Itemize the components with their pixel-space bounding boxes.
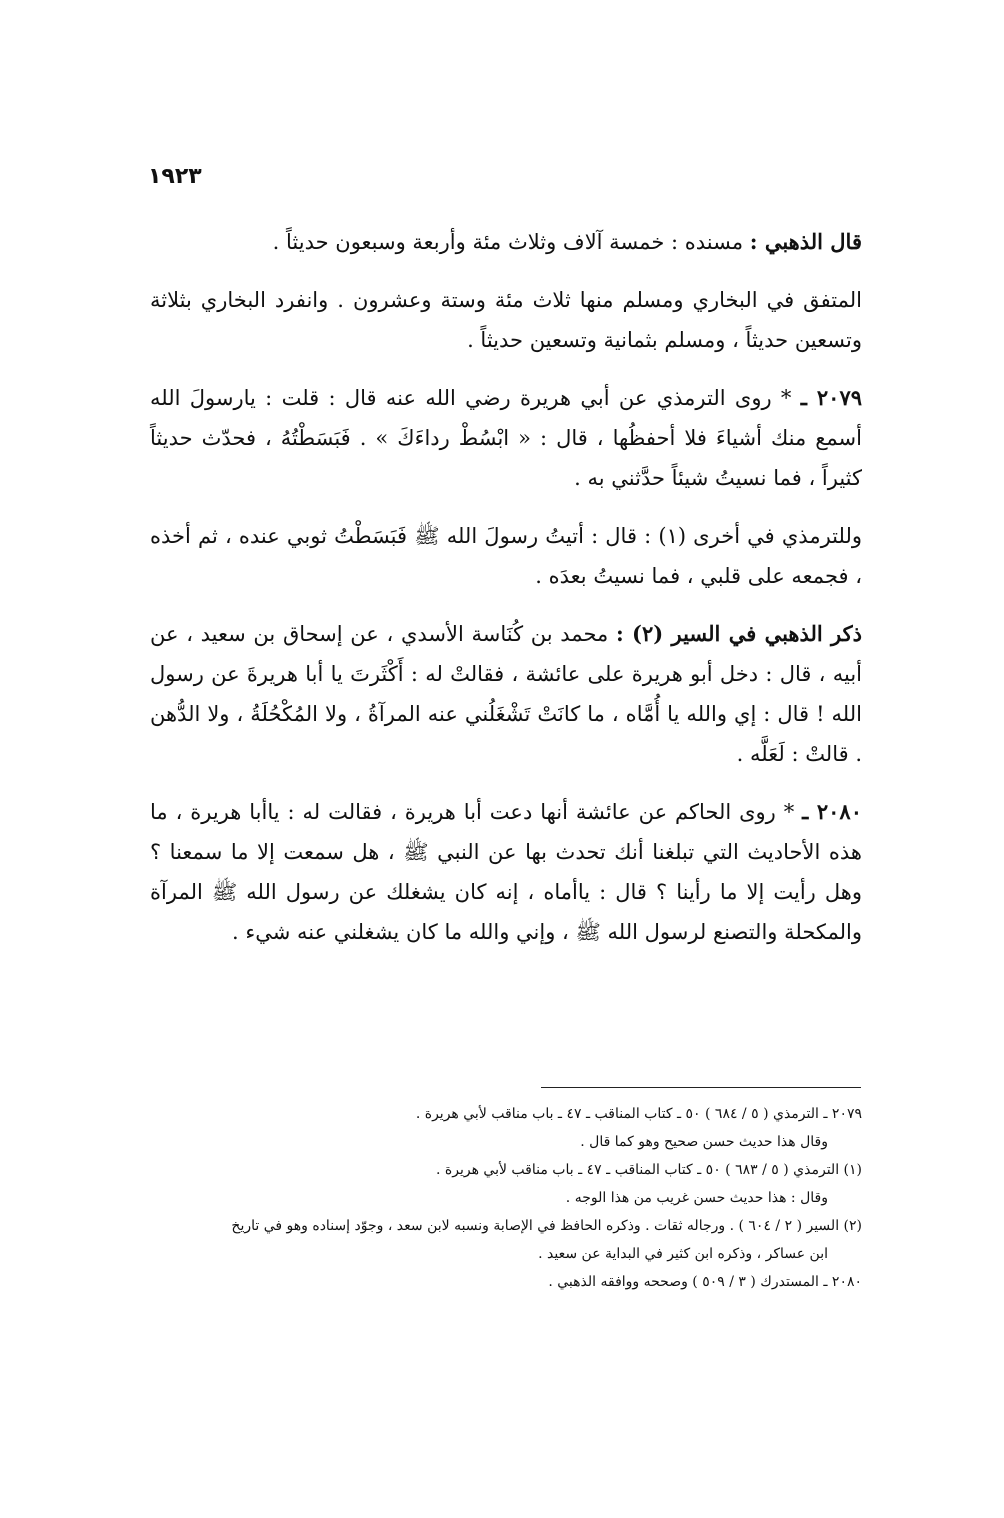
- paragraph: [150, 614, 862, 774]
- paragraph: [150, 792, 862, 952]
- footnotes: [150, 1100, 862, 1296]
- paragraph-lead: ٢٠٧٩ ـ: [800, 385, 863, 410]
- paragraph-text: المتفق في البخاري ومسلم منها ثلاث مئة وستة وعشرون . وانفرد البخاري بثلاثة وتسعين حديثاً ، ومسلم بثمانية وتسعين حديثاً .: [150, 288, 862, 352]
- paragraph: [150, 516, 862, 596]
- paragraph-lead: ٢٠٨٠ ـ: [802, 799, 862, 824]
- footnote-divider: [541, 1087, 861, 1088]
- footnote: ٢٠٨٠ ـ المستدرك ( ٣ / ٥٠٩ ) وصححه ووافقه الذهبي .: [548, 1274, 862, 1290]
- paragraph: [150, 222, 862, 262]
- main-text: [150, 222, 862, 970]
- footnote-continuation: وقال : هذا حديث حسن غريب من هذا الوجه .: [565, 1190, 828, 1206]
- footnote: (١) الترمذي ( ٥ / ٦٨٣ ) ٥٠ ـ كتاب المناقب ـ ٤٧ ـ باب مناقب لأبي هريرة .: [436, 1162, 862, 1178]
- paragraph-text: وللترمذي في أخرى (١) : قال : أتيتُ رسولَ الله ﷺ فَبَسَطْتُ ثوبي عنده ، ثم أخذه ، فجمعه على قلبي ، فما نسيتُ بعدَه .: [150, 524, 862, 588]
- paragraph-text: * روى الحاكم عن عائشة أنها دعت أبا هريرة ، فقالت له : ياأبا هريرة ، ما هذه الأحاديث التي تبلغنا أنك تحدث بها عن النبي ﷺ ، هل سمعت إلا ما سمعنا ؟ وهل رأيت إلا ما رأينا ؟ قال : ياأماه ، إنه كان يشغلك عن رسول الله ﷺ المرآة والمكحلة والتصنع لرسول الله ﷺ ، وإني والله ما كان يشغلني عنه شيء .: [150, 800, 862, 944]
- page-number: ١٩٢٣: [148, 164, 202, 189]
- footnote: ٢٠٧٩ ـ الترمذي ( ٥ / ٦٨٤ ) ٥٠ ـ كتاب المناقب ـ ٤٧ ـ باب مناقب لأبي هريرة .: [415, 1106, 862, 1122]
- footnote: (٢) السير ( ٢ / ٦٠٤ ) . ورجاله ثقات . وذكره الحافظ في الإصابة ونسبه لابن سعد ، وجوّد إسناده وهو في تاريخ: [231, 1218, 862, 1234]
- paragraph-text: مسنده : خمسة آلاف وثلاث مئة وأربعة وسبعون حديثاً .: [272, 230, 750, 254]
- paragraph-lead: ذكر الذهبي في السير (٢) :: [615, 621, 862, 646]
- footnote-continuation: ابن عساكر ، وذكره ابن كثير في البداية عن سعيد .: [538, 1246, 828, 1262]
- paragraph: [150, 378, 862, 498]
- paragraph-lead: قال الذهبي :: [749, 229, 862, 254]
- paragraph-text: * روى الترمذي عن أبي هريرة رضي الله عنه قال : قلت : يارسولَ الله أسمع منك أشياءَ فلا أحفظُها ، قال : « ابْسُطْ رداءَكَ » . فَبَسَطْتُهُ ، فحدّث حديثاً كثيراً ، فما نسيتُ شيئاً حدَّثني به .: [150, 386, 862, 490]
- footnote-continuation: وقال هذا حديث حسن صحيح وهو كما قال .: [580, 1134, 828, 1150]
- paragraph: [150, 280, 862, 360]
- paragraph-text: محمد بن كُنَاسة الأسدي ، عن إسحاق بن سعيد ، عن أبيه ، قال : دخل أبو هريرة على عائشة ، فقالتْ له : أَكْثَرتَ يا أبا هريرةَ عن رسول الله ! قال : إي والله يا أُمَّاه ، ما كانَتْ تَشْغَلُني عنه المرآةُ ، ولا المُكْحُلَةُ ، ولا الدُّهن . قالتْ : لَعَلَّه .: [150, 622, 862, 766]
